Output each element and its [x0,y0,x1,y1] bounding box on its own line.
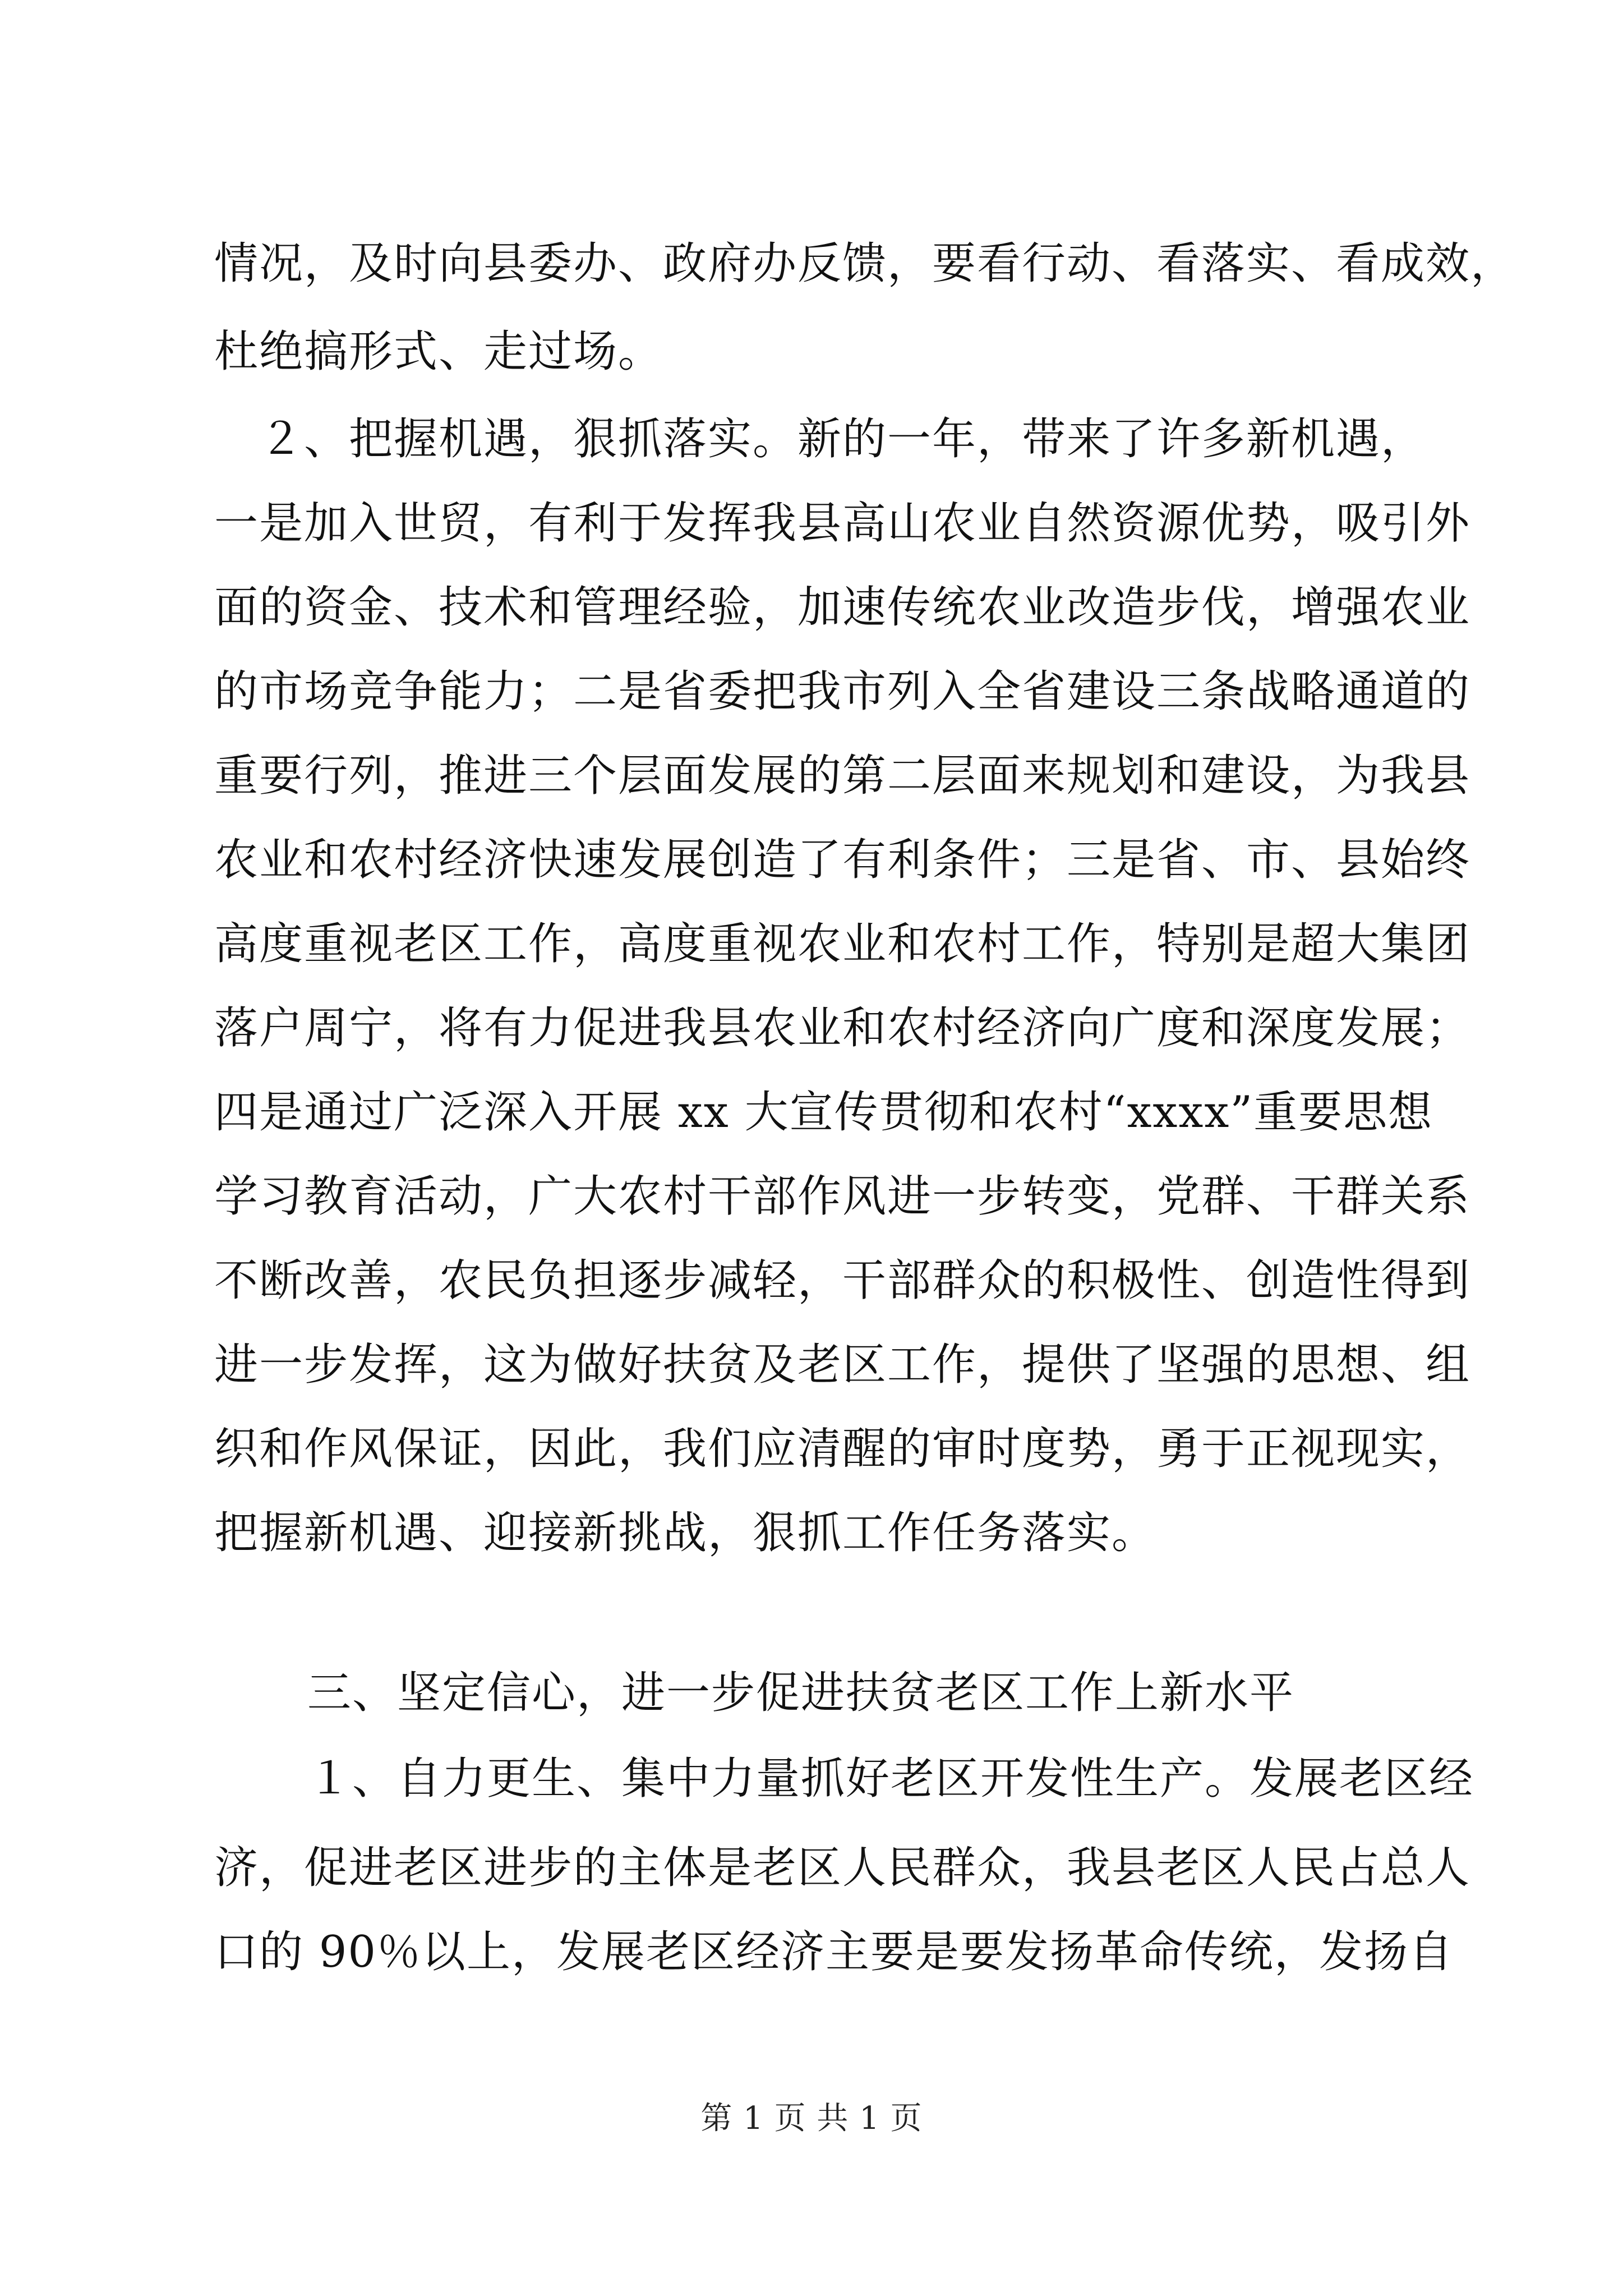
section-heading: 三、坚定信心，进一步促进扶贫老区工作上新水平 [307,1668,1295,1718]
text-line: 落户周宁，将有力促进我县农业和农村经济向广度和深度发展； [214,1003,1471,1053]
text-line: 织和作风保证，因此，我们应清醒的审时度势，勇于正视现实， [214,1424,1471,1474]
text-line: 口的 90％以上，发展老区经济主要是要发扬革命传统，发扬自 [214,1927,1454,1977]
text-line: 农业和农村经济快速发展创造了有利条件；三是省、市、县始终 [214,835,1471,885]
text-line: 把握新机遇、迎接新挑战，狠抓工作任务落实。 [214,1508,1157,1558]
text-line: 学习教育活动，广大农村干部作风进一步转变，党群、干群关系 [214,1171,1471,1222]
text-line: 重要行列，推进三个层面发展的第二层面来规划和建设，为我县 [214,751,1471,801]
text-line: 不断改善，农民负担逐步减轻，干部群众的积极性、创造性得到 [214,1255,1471,1306]
text-line: 面的资金、技术和管理经验，加速传统农业改造步伐，增强农业 [214,582,1471,633]
text-line: 的市场竞争能力；二是省委把我市列入全省建设三条战略通道的 [214,666,1471,717]
text-line: １、自力更生、集中力量抓好老区开发性生产。发展老区经 [307,1754,1474,1804]
text-line: ２、把握机遇，狠抓落实。新的一年，带来了许多新机遇， [214,414,1426,464]
text-line: 情况，及时向县委办、政府办反馈，要看行动、看落实、看成效， [214,238,1516,289]
text-line: 济，促进老区进步的主体是老区人民群众，我县老区人民占总人 [214,1843,1471,1893]
page-number-footer: 第 1 页 共 1 页 [700,2100,923,2137]
text-line: 四是通过广泛深入开展 xx 大宣传贯彻和农村“xxxx”重要思想 [214,1087,1433,1138]
text-line: 一是加入世贸，有利于发挥我县高山农业自然资源优势，吸引外 [214,498,1471,549]
text-line: 进一步发挥，这为做好扶贫及老区工作，提供了坚强的思想、组 [214,1340,1471,1390]
text-line: 高度重视老区工作，高度重视农业和农村工作，特别是超大集团 [214,919,1471,969]
text-line: 杜绝搞形式、走过场。 [214,326,663,377]
